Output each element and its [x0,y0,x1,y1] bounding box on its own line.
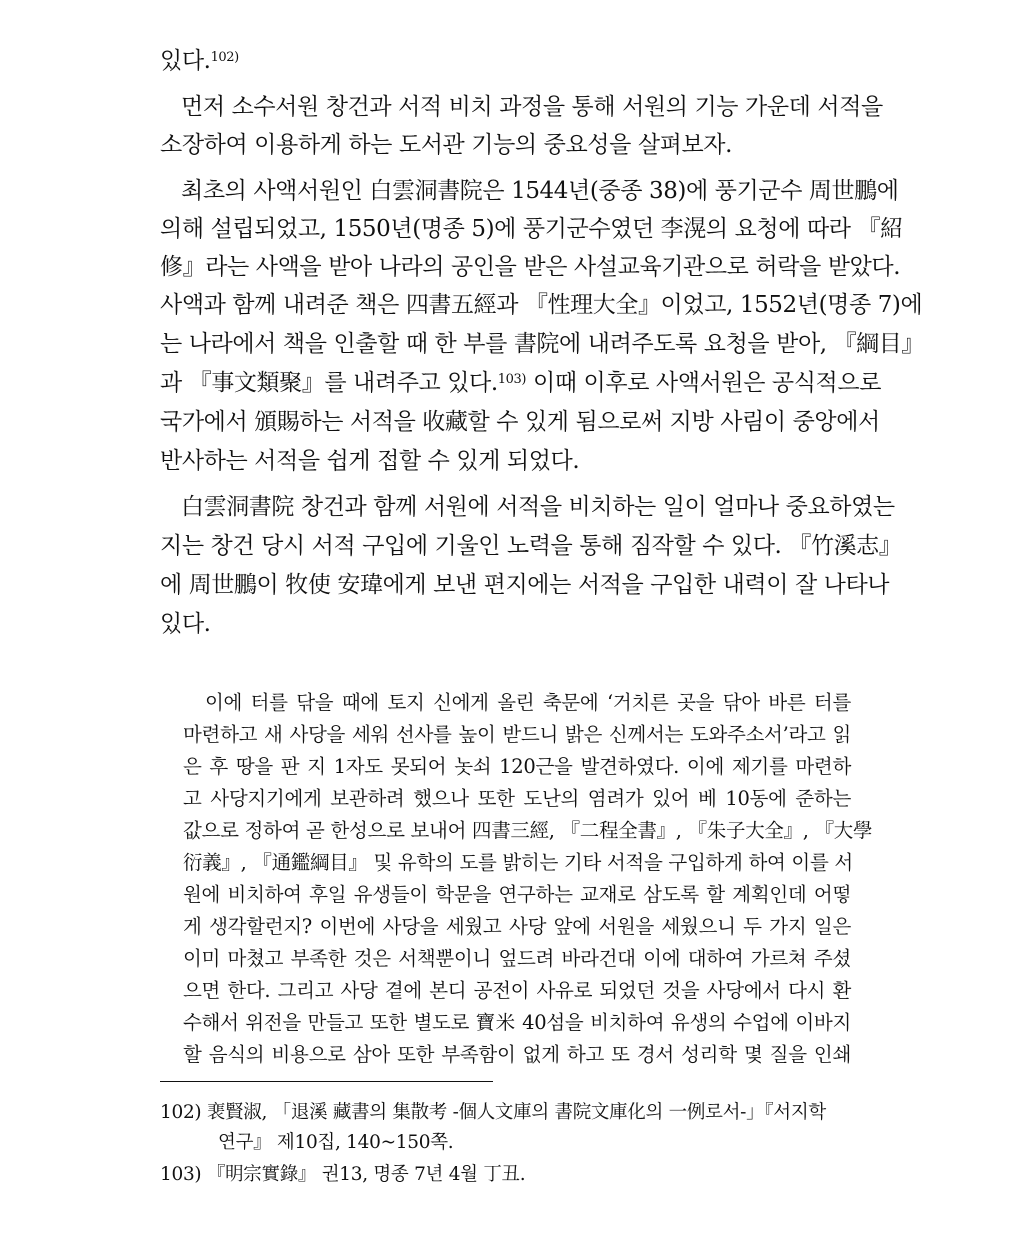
body-line: 국가에서 頒賜하는 서적을 收藏할 수 있게 됨으로써 지방 사림이 중앙에서 [160,409,880,435]
footnote-ref[interactable]: 103) [497,372,527,387]
body-text: 이때 이후로 사액서원은 공식적으로 [526,370,882,396]
quote-line: 고 사당지기에게 보관하려 했으나 또한 도난의 염려가 있어 베 10동에 준하는 [183,787,851,810]
body-text: 있다. [160,48,211,74]
body-line: 修』라는 사액을 받아 나라의 공인을 받은 사설교육기관으로 허락을 받았다. [160,254,901,280]
footnote-ref[interactable]: 102) [210,50,239,65]
body-line: 있다. [160,611,211,637]
body-line [160,42,874,75]
quote-line: 할 음식의 비용으로 삼아 또한 부족함이 없게 하고 또 경서 성리학 몇 질을 인쇄 [183,1043,851,1066]
body-line: 소장하여 이용하게 하는 도서관 기능의 중요성을 살펴보자. [160,132,733,158]
footnote-separator [160,1081,493,1082]
quote-line: 이미 마쳤고 부족한 것은 서책뿐이니 엎드려 바라건대 이에 대하여 가르쳐 주셨 [183,947,851,970]
footnote-102: 102) 裵賢淑, 「退溪 藏書의 集散考 -個人文庫의 書院文庫化의 一例로서-」『서지학 [160,1102,826,1123]
body-line: 지는 창건 당시 서적 구입에 기울인 노력을 통해 짐작할 수 있다. 『竹溪志』 [160,533,902,559]
footnote-103: 103) 『明宗實錄』 권13, 명종 7년 4월 丁丑. [160,1164,526,1185]
body-line: 최초의 사액서원인 白雲洞書院은 1544년(중종 38)에 풍기군수 周世鵬에 [181,178,899,204]
body-line: 는 나라에서 책을 인출할 때 한 부를 書院에 내려주도록 요청을 받아, 『綱目』 [160,331,924,357]
body-line: 에 周世鵬이 牧使 安瑋에게 보낸 편지에는 서적을 구입한 내력이 잘 나타나 [160,572,890,598]
footnote-102-continued: 연구』 제10집, 140~150쪽. [218,1132,454,1153]
body-line: 반사하는 서적을 쉽게 접할 수 있게 되었다. [160,448,580,474]
quote-line: 원에 비치하여 후일 유생들이 학문을 연구하는 교재로 삼도록 할 계획인데 어떻 [183,883,851,906]
body-line [160,364,882,397]
body-line: 사액과 함께 내려준 책은 四書五經과 『性理大全』이었고, 1552년(명종 7)에 [160,292,923,318]
quote-line: 마련하고 새 사당을 세워 선사를 높이 받드니 밝은 신께서는 도와주소서’라고 읽 [183,723,851,746]
quote-line: 衍義』, 『通鑑綱目』 및 유학의 도를 밝히는 기타 서적을 구입하게 하여 이를 서 [183,851,853,874]
body-text: 과 『事文類聚』를 내려주고 있다. [160,370,498,396]
quote-line: 이에 터를 닦을 때에 토지 신에게 올린 축문에 ‘거치른 곳을 닦아 바른 터를 [205,691,851,714]
body-line: 의해 설립되었고, 1550년(명종 5)에 풍기군수였던 李滉의 요청에 따라 『紹 [160,216,903,242]
quote-line: 게 생각할런지? 이번에 사당을 세웠고 사당 앞에 서원을 세웠으니 두 가지 일은 [183,915,851,938]
quote-line: 은 후 땅을 판 지 1자도 못되어 놋쇠 120근을 발견하였다. 이에 제기를 마련하 [183,755,851,778]
body-line: 白雲洞書院 창건과 함께 서원에 서적을 비치하는 일이 얼마나 중요하였는 [181,494,895,520]
quote-line: 으면 한다. 그리고 사당 곁에 본디 공전이 사유로 되었던 것을 사당에서 다시 환 [183,979,851,1002]
body-line: 먼저 소수서원 창건과 서적 비치 과정을 통해 서원의 기능 가운데 서적을 [181,94,883,120]
quote-line: 값으로 정하여 곧 한성으로 보내어 四書三經, 『二程全書』, 『朱子大全』, 『大學 [183,819,873,842]
quote-line: 수해서 위전을 만들고 또한 별도로 寶米 40섬을 비치하여 유생의 수업에 이바지 [183,1011,851,1034]
